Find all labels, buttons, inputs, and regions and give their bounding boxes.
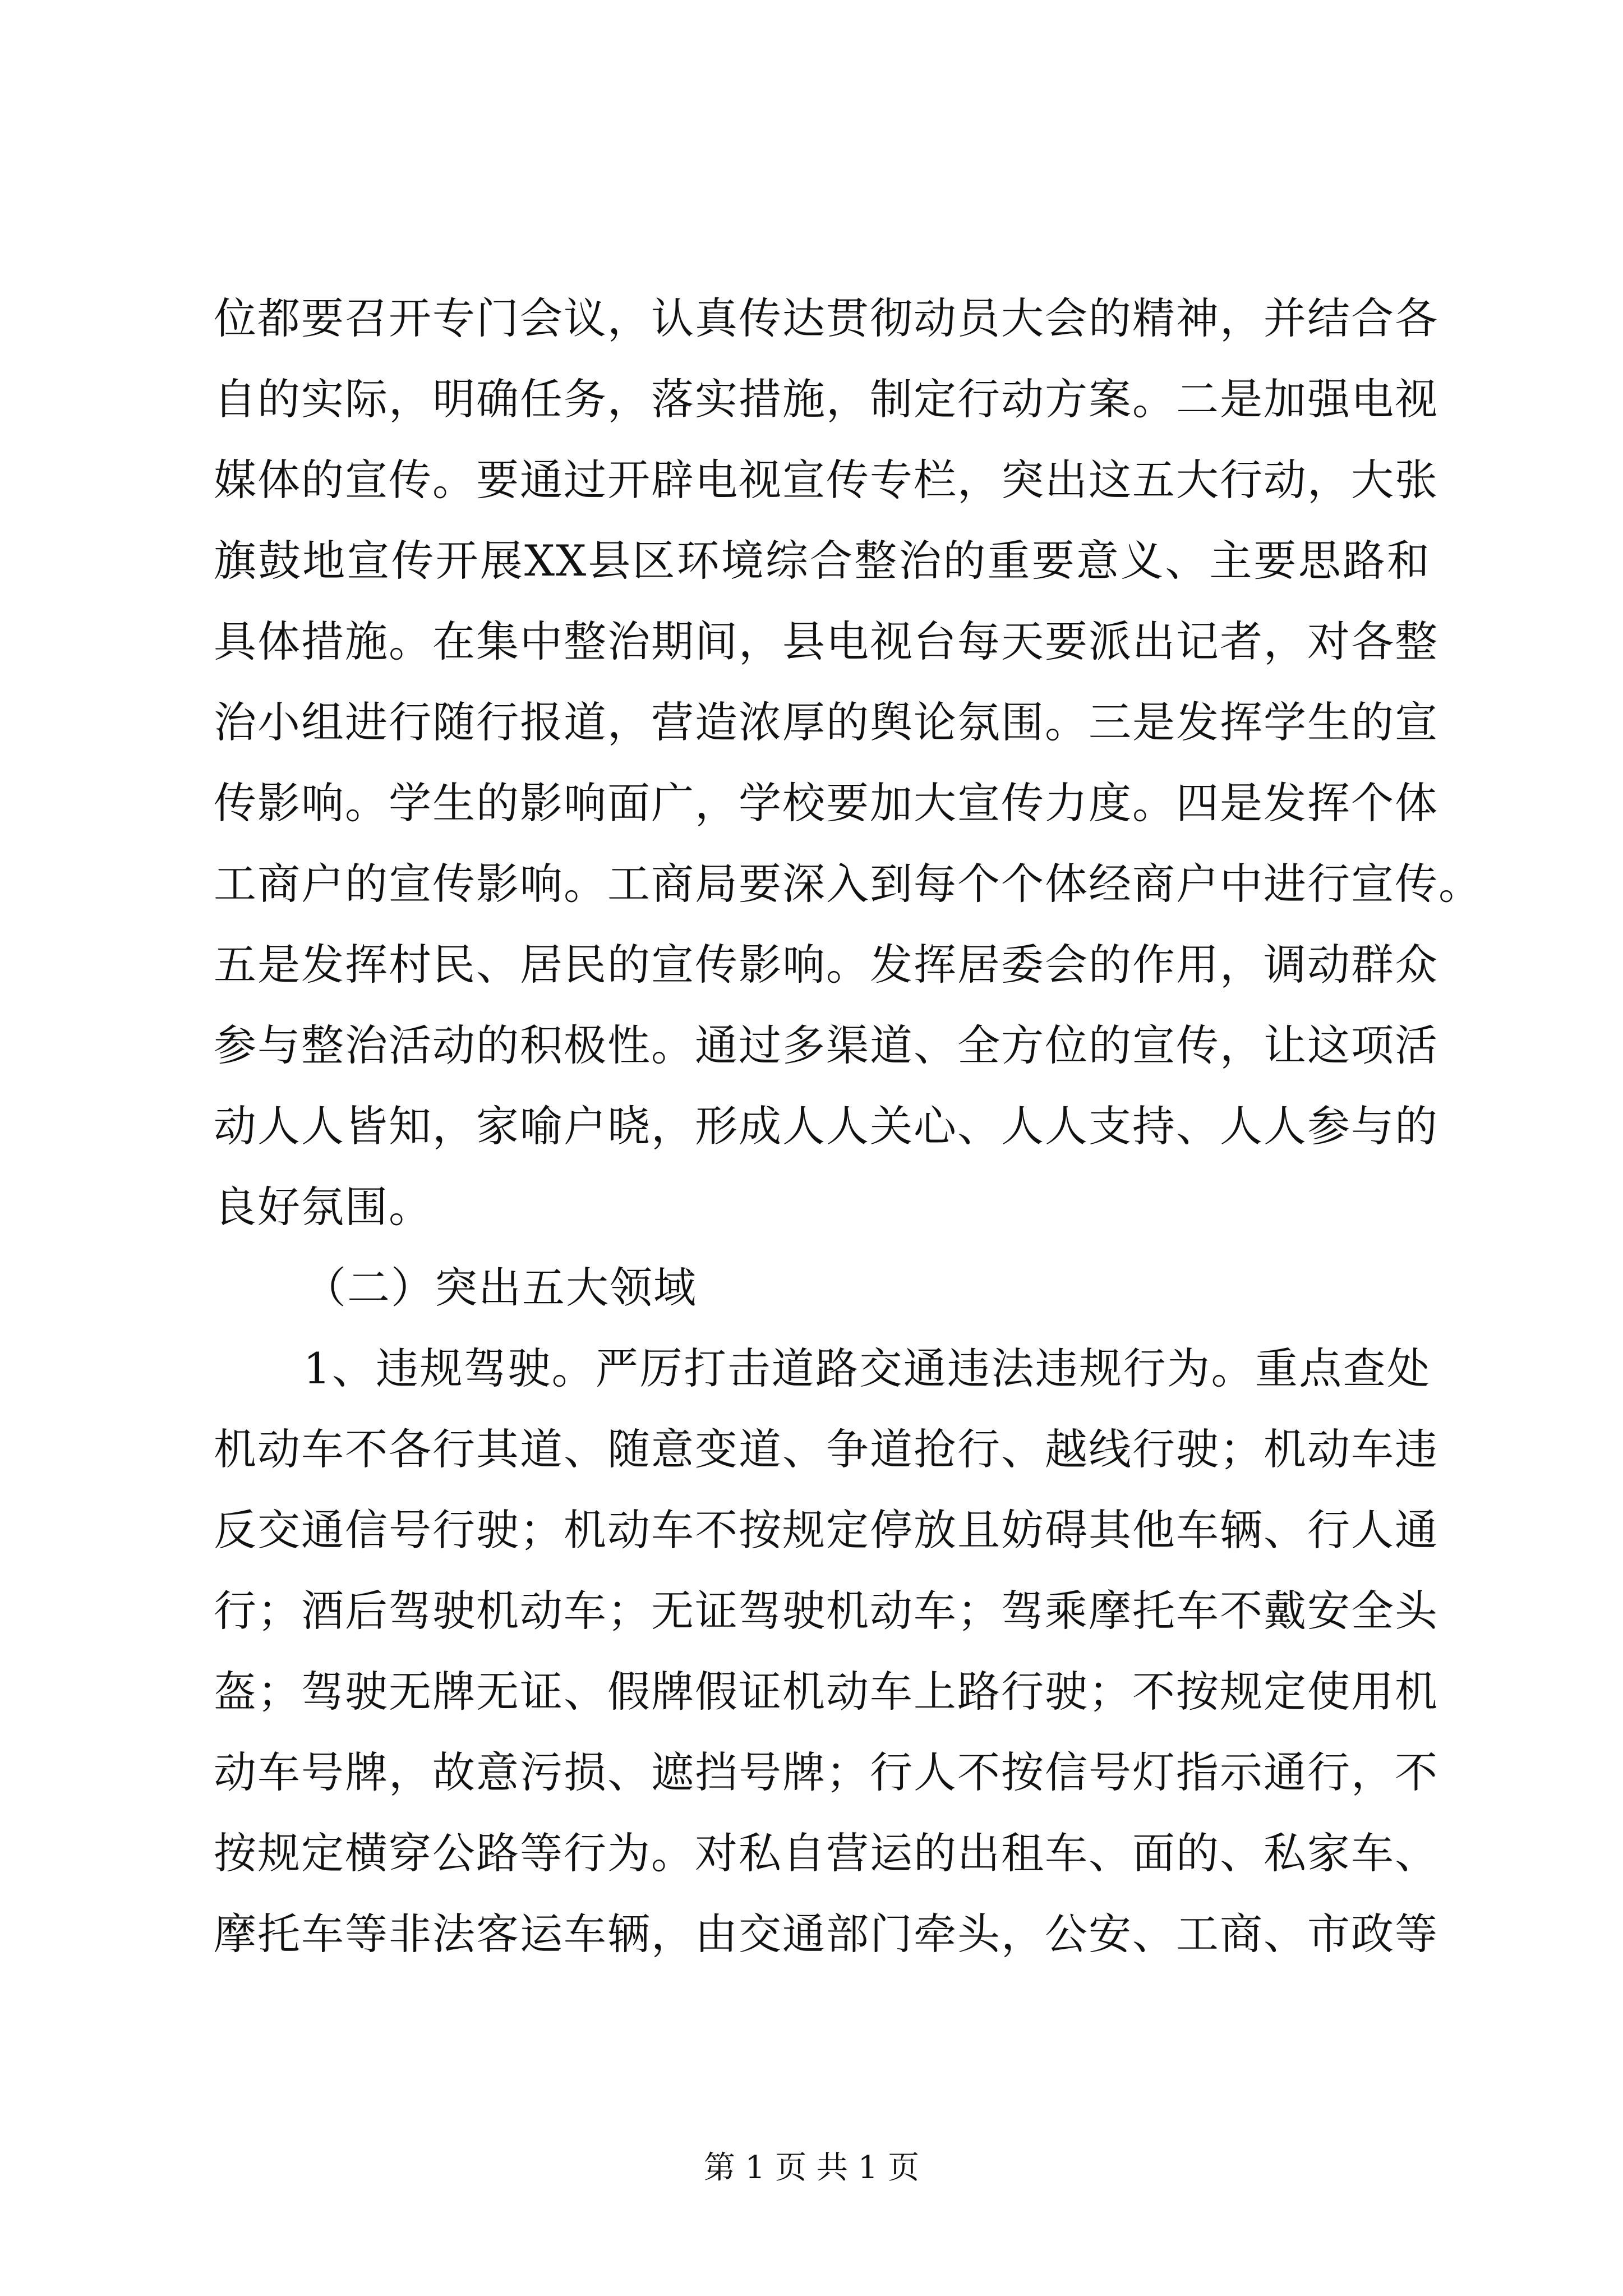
text-line: 具体措施。在集中整治期间，县电视台每天要派出记者，对各整	[214, 616, 1438, 666]
text-line: 动人人皆知，家喻户晓，形成人人关心、人人支持、人人参与的	[214, 1101, 1438, 1151]
text-line: 反交通信号行驶；机动车不按规定停放且妨碍其他车辆、行人通	[214, 1505, 1438, 1555]
paragraph-first-line: 1、违规驾驶。严厉打击道路交通违法违规行为。重点查处	[303, 1343, 1431, 1393]
text-line: 摩托车等非法客运车辆，由交通部门牵头，公安、工商、市政等	[214, 1909, 1438, 1959]
text-line: 参与整治活动的积极性。通过多渠道、全方位的宣传，让这项活	[214, 1020, 1438, 1070]
text-line: 五是发挥村民、居民的宣传影响。发挥居委会的作用，调动群众	[214, 940, 1438, 990]
text-line: 按规定横穿公路等行为。对私自营运的出租车、面的、私家车、	[214, 1828, 1438, 1878]
text-line: 媒体的宣传。要通过开辟电视宣传专栏，突出这五大行动，大张	[214, 455, 1438, 505]
text-line: 工商户的宣传影响。工商局要深入到每个个体经商户中进行宣传。	[214, 859, 1482, 909]
section-heading: （二）突出五大领域	[303, 1263, 697, 1313]
text-line: 动车号牌，故意污损、遮挡号牌；行人不按信号灯指示通行，不	[214, 1747, 1438, 1797]
text-line: 传影响。学生的影响面广，学校要加大宣传力度。四是发挥个体	[214, 778, 1438, 828]
text-line: 位都要召开专门会议，认真传达贯彻动员大会的精神，并结合各	[214, 293, 1438, 343]
page-number-footer: 第 1 页 共 1 页	[703, 2150, 920, 2186]
text-line: 自的实际，明确任务，落实措施，制定行动方案。二是加强电视	[214, 374, 1438, 424]
text-line: 机动车不各行其道、随意变道、争道抢行、越线行驶；机动车违	[214, 1424, 1438, 1474]
text-line: 行；酒后驾驶机动车；无证驾驶机动车；驾乘摩托车不戴安全头	[214, 1586, 1438, 1636]
text-line: 治小组进行随行报道，营造浓厚的舆论氛围。三是发挥学生的宣	[214, 697, 1438, 747]
text-line: 良好氛围。	[214, 1182, 432, 1232]
text-line: 旗鼓地宣传开展XX县区环境综合整治的重要意义、主要思路和	[214, 536, 1431, 586]
text-line: 盔；驾驶无牌无证、假牌假证机动车上路行驶；不按规定使用机	[214, 1667, 1438, 1717]
